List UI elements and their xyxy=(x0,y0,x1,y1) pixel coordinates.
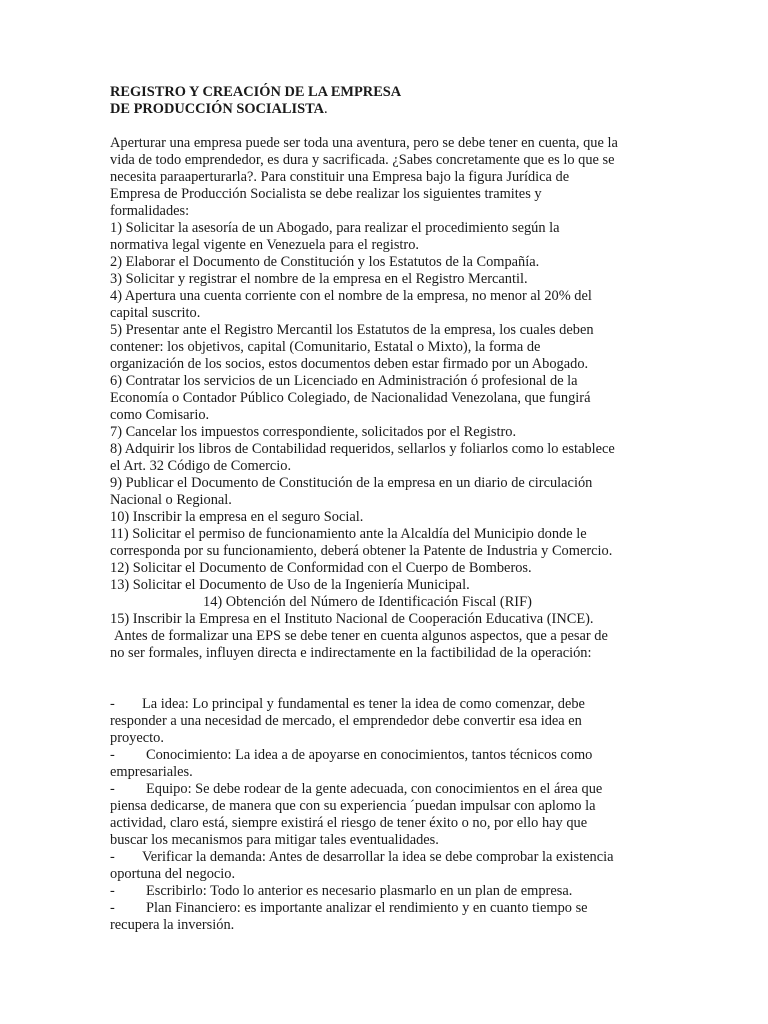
step-line: corresponda por su funcionamiento, deberá obtener la Patente de Industria y Comercio. xyxy=(110,543,613,559)
bullet-text: actividad, claro está, siempre existirá el riesgo de tener éxito o no, por ello hay que xyxy=(110,815,588,831)
step-line: capital suscrito. xyxy=(110,305,201,321)
step-14-line: 14) Obtención del Número de Identificación Fiscal (RIF) xyxy=(203,594,532,610)
list-item xyxy=(110,849,670,883)
step-line: 5) Presentar ante el Registro Mercantil los Estatutos de la empresa, los cuales deben xyxy=(110,322,594,338)
spacer xyxy=(110,662,670,696)
step-line: normativa legal vigente en Venezuela para el registro. xyxy=(110,237,419,253)
step-line: 7) Cancelar los impuestos correspondiente, solicitados por el Registro. xyxy=(110,424,517,440)
note-line: no ser formales, influyen directa e indirectamente en la factibilidad de la operación: xyxy=(110,645,592,661)
bullet-dash: - xyxy=(110,747,115,763)
list-item xyxy=(110,883,670,900)
step-line: 3) Solicitar y registrar el nombre de la empresa en el Registro Mercantil. xyxy=(110,271,528,287)
bullet-text: Equipo: Se debe rodear de la gente adecuada, con conocimientos en el área que xyxy=(146,781,603,797)
intro-paragraph xyxy=(110,135,670,662)
step-line: contener: los objetivos, capital (Comunitario, Estatal o Mixto), la forma de xyxy=(110,339,541,355)
step-15-line: 15) Inscribir la Empresa en el Instituto Nacional de Cooperación Educativa (INCE). xyxy=(110,611,594,627)
step-line: como Comisario. xyxy=(110,407,210,423)
step-line: 8) Adquirir los libros de Contabilidad requeridos, sellarlos y foliarlos como lo establece xyxy=(110,441,615,457)
note-line: Antes de formalizar una EPS se debe tener en cuenta algunos aspectos, que a pesar de xyxy=(114,628,608,644)
bullet-dash: - xyxy=(110,696,115,712)
bullet-dash: - xyxy=(110,781,115,797)
step-line: Nacional o Regional. xyxy=(110,492,232,508)
bullet-text: proyecto. xyxy=(110,730,164,746)
step-line: 11) Solicitar el permiso de funcionamiento ante la Alcaldía del Municipio donde le xyxy=(110,526,587,542)
step-line: Economía o Contador Público Colegiado, de Nacionalidad Venezolana, que fungirá xyxy=(110,390,591,406)
intro-line: necesita paraaperturarla?. Para constituir una Empresa bajo la figura Jurídica de xyxy=(110,169,570,185)
list-item xyxy=(110,696,670,747)
aspects-list xyxy=(110,696,670,934)
step-line: 9) Publicar el Documento de Constitución de la empresa en un diario de circulación xyxy=(110,475,593,491)
intro-line: formalidades: xyxy=(110,203,190,219)
bullet-text: Plan Financiero: es importante analizar el rendimiento y en cuanto tiempo se xyxy=(146,900,588,916)
bullet-text: Escribirlo: Todo lo anterior es necesario plasmarlo en un plan de empresa. xyxy=(146,883,573,899)
bullet-text: buscar los mecanismos para mitigar tales eventualidades. xyxy=(110,832,439,848)
title-line-1: REGISTRO Y CREACIÓN DE LA EMPRESA xyxy=(110,84,402,100)
title-line-2: DE PRODUCCIÓN SOCIALISTA. xyxy=(110,101,328,117)
bullet-text: La idea: Lo principal y fundamental es tener la idea de como comenzar, debe xyxy=(142,696,585,712)
bullet-text: Conocimiento: La idea a de apoyarse en conocimientos, tantos técnicos como xyxy=(146,747,593,763)
bullet-dash: - xyxy=(110,900,115,916)
step-line: el Art. 32 Código de Comercio. xyxy=(110,458,292,474)
intro-line: Aperturar una empresa puede ser toda una aventura, pero se debe tener en cuenta, que la xyxy=(110,135,618,151)
step-line: 4) Apertura una cuenta corriente con el nombre de la empresa, no menor al 20% del xyxy=(110,288,592,304)
step-line: 13) Solicitar el Documento de Uso de la Ingeniería Municipal. xyxy=(110,577,470,593)
bullet-text: Verificar la demanda: Antes de desarrollar la idea se debe comprobar la existencia xyxy=(142,849,614,865)
step-line: 6) Contratar los servicios de un Licenciado en Administración ó profesional de la xyxy=(110,373,578,389)
step-line: organización de los socios, estos documentos deben estar firmado por un Abogado. xyxy=(110,356,589,372)
document-body xyxy=(110,84,670,934)
step-line: 2) Elaborar el Documento de Constitución y los Estatutos de la Compañía. xyxy=(110,254,540,270)
list-item xyxy=(110,781,670,849)
list-item xyxy=(110,747,670,781)
step-line: 10) Inscribir la empresa en el seguro Social. xyxy=(110,509,364,525)
bullet-text: piensa dedicarse, de manera que con su experiencia ´puedan impulsar con aplomo la xyxy=(110,798,596,814)
bullet-dash: - xyxy=(110,849,115,865)
step-line: 1) Solicitar la asesoría de un Abogado, para realizar el procedimiento según la xyxy=(110,220,560,236)
document-title xyxy=(110,84,670,118)
bullet-text: responder a una necesidad de mercado, el emprendedor debe convertir esa idea en xyxy=(110,713,582,729)
step-line: 12) Solicitar el Documento de Conformidad con el Cuerpo de Bomberos. xyxy=(110,560,532,576)
bullet-dash: - xyxy=(110,883,115,899)
list-item xyxy=(110,900,670,934)
bullet-text: oportuna del negocio. xyxy=(110,866,236,882)
intro-line: Empresa de Producción Socialista se debe realizar los siguientes tramites y xyxy=(110,186,542,202)
intro-line: vida de todo emprendedor, es dura y sacrificada. ¿Sabes concretamente que es lo que se xyxy=(110,152,615,168)
bullet-text: empresariales. xyxy=(110,764,193,780)
bullet-text: recupera la inversión. xyxy=(110,917,235,933)
